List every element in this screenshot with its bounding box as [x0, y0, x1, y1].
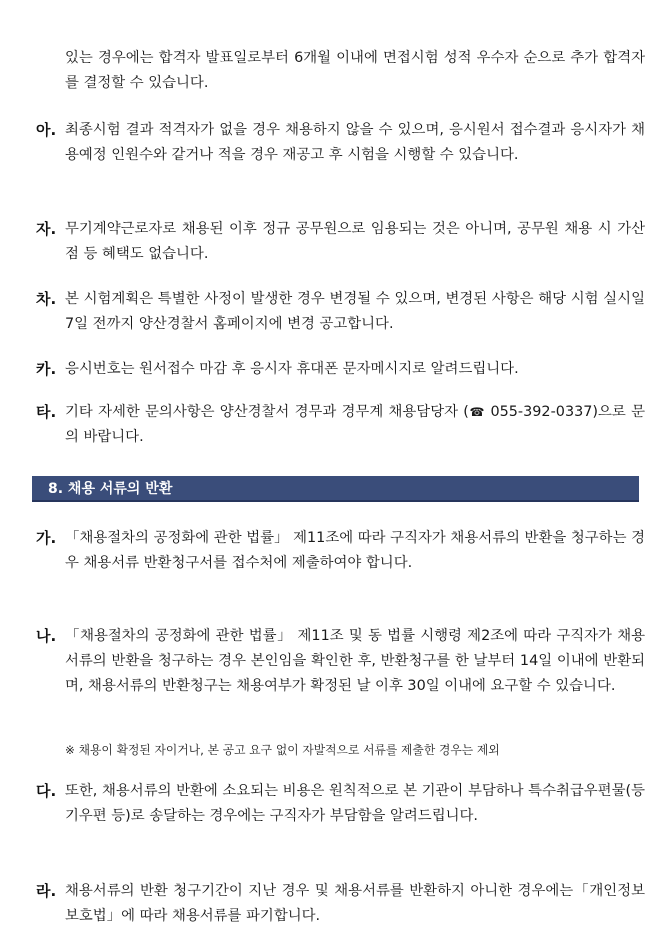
item-text: 「채용절차의 공정화에 관한 법률」 제11조 및 동 법률 시행령 제2조에 따라 구직자가 채용서류의 반환을 청구하는 경우 본인임을 확인한 후, 반환청구를 한 날부터 14일 이내에 반환되며, 채용서류의 반환청구는 채용여부가 확정된 날 이후 30일 이내에 요구할 수 있습니다. [65, 628, 645, 694]
item-marker: 가. [36, 529, 57, 547]
item-marker: 나. [36, 627, 57, 645]
item-marker: 차. [36, 290, 57, 308]
item-marker: 아. [36, 121, 57, 139]
list-item-cha [36, 287, 646, 337]
item-text: 또한, 채용서류의 반환에 소요되는 비용은 원칙적으로 본 기관이 부담하나 특수취급우편물(등기우편 등)로 송달하는 경우에는 구직자가 부담함을 알려드립니다. [65, 783, 645, 824]
list-item-ja [36, 217, 646, 267]
item-text: 무기계약근로자로 채용된 이후 정규 공무원으로 임용되는 것은 아니며, 공무원 채용 시 가산점 등 혜택도 없습니다. [65, 221, 645, 262]
exception-note: ※ 채용이 확정된 자이거나, 본 공고 요구 없이 자발적으로 서류를 제출한 경우는 제외 [65, 743, 500, 757]
phone-icon: ☎ [468, 405, 486, 419]
list-item-ka [36, 357, 646, 382]
item-marker: 라. [36, 882, 57, 900]
item-marker: 타. [36, 403, 57, 421]
item-marker: 다. [36, 782, 57, 800]
list-item-a [36, 118, 646, 168]
item-text [65, 400, 645, 450]
list-item-ta [36, 400, 646, 450]
list-item-da [36, 779, 646, 829]
list-item-na [36, 624, 646, 699]
contact-text-after: 055-392-0337)으로 문의 바랍니다. [65, 404, 645, 445]
section-title: 8. 채용 서류의 반환 [48, 481, 173, 497]
continuation-paragraph: 있는 경우에는 합격자 발표일로부터 6개월 이내에 면접시험 성적 우수자 순으로 추가 합격자를 결정할 수 있습니다. [65, 50, 645, 91]
item-text: 최종시험 결과 적격자가 없을 경우 채용하지 않을 수 있으며, 응시원서 접수결과 응시자가 채용예정 인원수와 같거나 적을 경우 재공고 후 시험을 시행할 수 있습니다. [65, 122, 645, 163]
item-text: 본 시험계획은 특별한 사정이 발생한 경우 변경될 수 있으며, 변경된 사항은 해당 시험 실시일 7일 전까지 양산경찰서 홈페이지에 변경 공고합니다. [65, 291, 645, 332]
item-marker: 카. [36, 360, 57, 378]
contact-text-before: 기타 자세한 문의사항은 양산경찰서 경무과 경무계 채용담당자 ( [65, 404, 469, 420]
item-marker: 자. [36, 220, 57, 238]
section-heading-bar [32, 476, 639, 502]
item-text: 응시번호는 원서접수 마감 후 응시자 휴대폰 문자메시지로 알려드립니다. [65, 361, 519, 377]
list-item-ga [36, 526, 646, 576]
item-text: 채용서류의 반환 청구기간이 지난 경우 및 채용서류를 반환하지 아니한 경우에는「개인정보 보호법」에 따라 채용서류를 파기합니다. [65, 883, 645, 924]
item-text: 「채용절차의 공정화에 관한 법률」 제11조에 따라 구직자가 채용서류의 반환을 청구하는 경우 채용서류 반환청구서를 접수처에 제출하여야 합니다. [65, 530, 645, 571]
list-item-ra [36, 879, 646, 929]
